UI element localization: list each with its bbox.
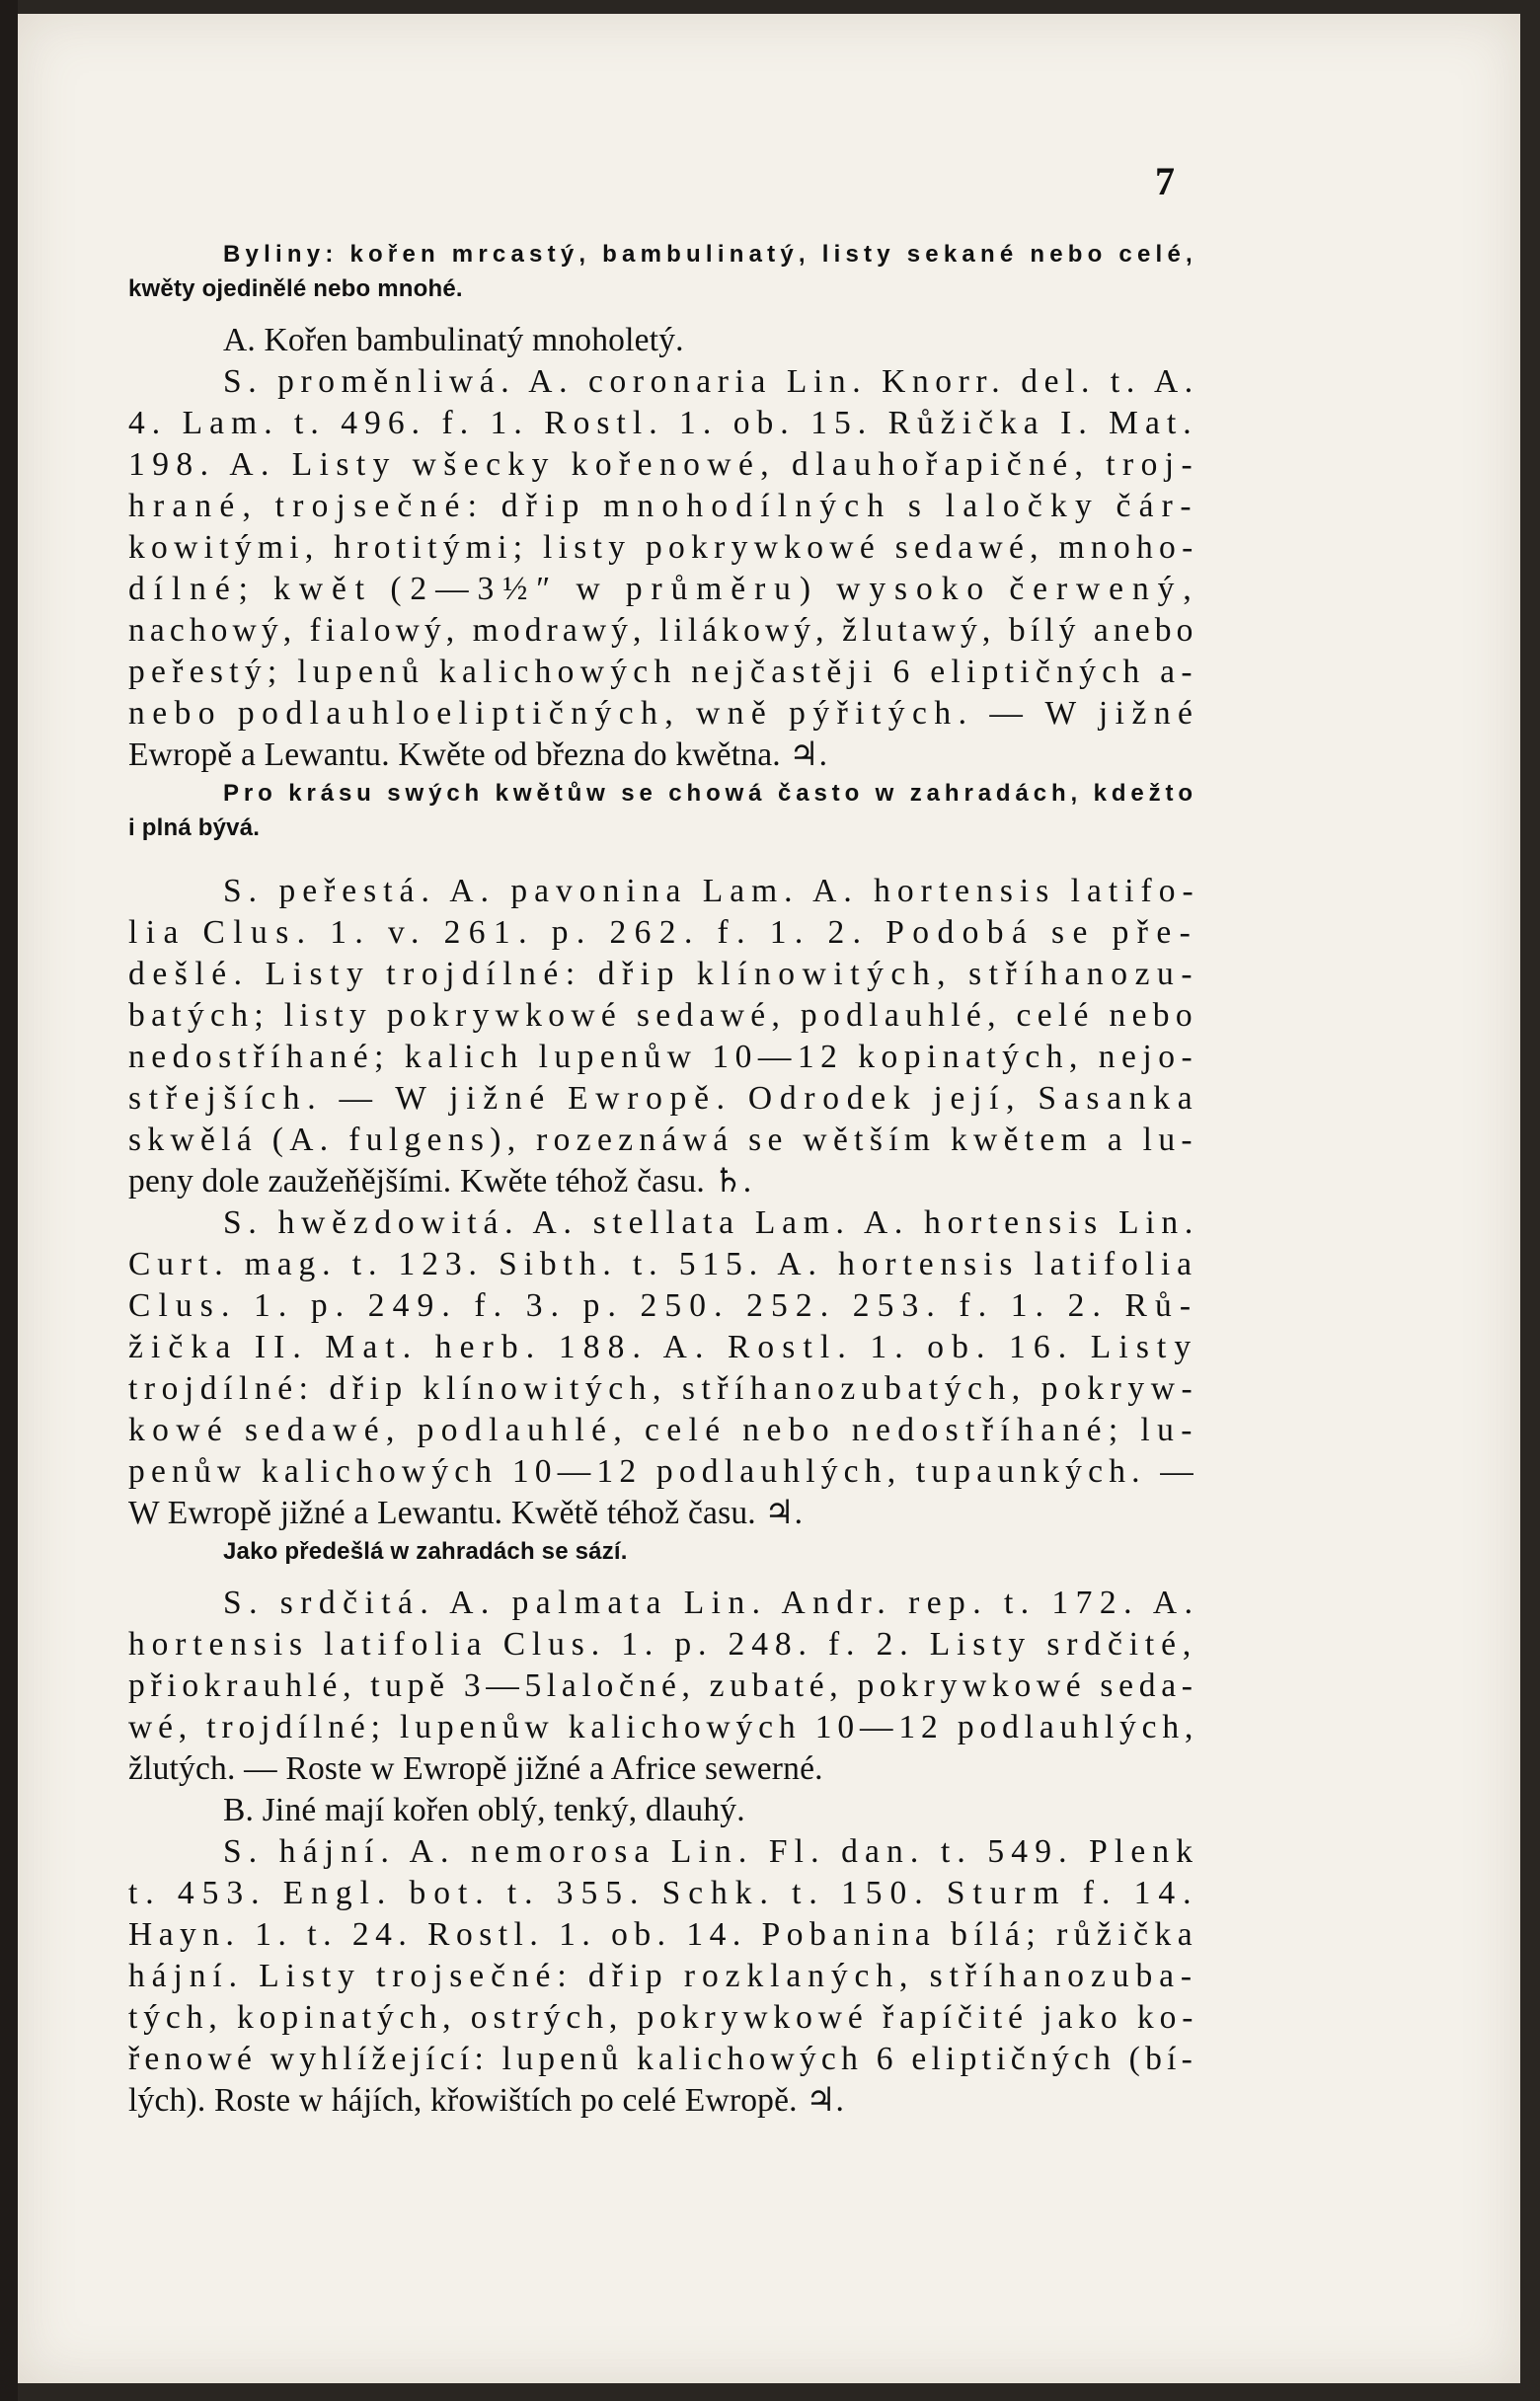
text-line: nebo podlauhloeliptičných, wně pýřitých. — W jižné bbox=[128, 695, 1200, 732]
note-line: Jako předešlá w zahradách se sází. bbox=[223, 1538, 628, 1565]
text-line: W Ewropě jižné a Lewantu. Kwětě téhož času. ♃. bbox=[128, 1495, 804, 1531]
text-line: penůw kalichowých 10—12 podlauhlých, tupaunkých. — bbox=[128, 1453, 1199, 1490]
page-body bbox=[128, 237, 1209, 2122]
text-line: t. 453. Engl. bot. t. 355. Schk. t. 150. Sturm f. 14. bbox=[128, 1875, 1199, 1911]
text-line: Clus. 1. p. 249. f. 3. p. 250. 252. 253. f. 1. 2. Rů- bbox=[128, 1287, 1199, 1324]
text-line: hrané, trojsečné: dřip mnohodílných s laločky čár- bbox=[128, 488, 1199, 524]
text-line: žlutých. — Roste w Ewropě jižné a Africe sewerné. bbox=[128, 1750, 823, 1787]
text-line: B. Jiné mají kořen oblý, tenký, dlauhý. bbox=[223, 1792, 745, 1828]
note-line: i plná bývá. bbox=[128, 814, 261, 841]
text-line: S. hwězdowitá. A. stellata Lam. A. hortensis Lin. bbox=[223, 1204, 1200, 1241]
text-line: žička II. Mat. herb. 188. A. Rostl. 1. ob. 16. Listy bbox=[128, 1329, 1199, 1365]
text-line: lých). Roste w hájích, křowištích po celé Ewropě. ♃. bbox=[128, 2082, 845, 2119]
text-line: Hayn. 1. t. 24. Rostl. 1. ob. 14. Pobanina bílá; růžička bbox=[128, 1916, 1199, 1953]
text-line: lia Clus. 1. v. 261. p. 262. f. 1. 2. Podobá se pře- bbox=[128, 914, 1199, 951]
spacer bbox=[128, 845, 1209, 871]
text-line: wé, trojdílné; lupenůw kalichowých 10—12 podlauhlých, bbox=[128, 1709, 1199, 1745]
text-line: 4. Lam. t. 496. f. 1. Rostl. 1. ob. 15. Růžička I. Mat. bbox=[128, 405, 1198, 441]
text-line: kowitými, hrotitými; listy pokrywkowé sedawé, mnoho- bbox=[128, 529, 1199, 566]
text-line: tých, kopinatých, ostrých, pokrywkowé řapíčité jako ko- bbox=[128, 1999, 1199, 2036]
text-line: peřestý; lupenů kalichowých nejčastěji 6 eliptičných a- bbox=[128, 654, 1198, 690]
text-line: nachowý, fialowý, modrawý, lilákowý, žlutawý, bílý anebo bbox=[128, 612, 1198, 649]
text-line: hájní. Listy trojsečné: dřip rozklaných, stříhanozuba- bbox=[128, 1958, 1199, 1994]
page-number: 7 bbox=[1155, 159, 1175, 203]
text-line: peny dole zaužeňějšími. Kwěte téhož času. ♄. bbox=[128, 1163, 752, 1200]
text-line: řenowé wyhlížející: lupenů kalichowých 6 eliptičných (bí- bbox=[128, 2041, 1198, 2077]
text-line: 198. A. Listy wšecky kořenowé, dlauhořapičné, troj- bbox=[128, 446, 1200, 483]
text-line: kowé sedawé, podlauhlé, celé nebo nedostříhané; lu- bbox=[128, 1412, 1199, 1448]
text-line: nedostříhané; kalich lupenůw 10—12 kopinatých, nejo- bbox=[128, 1039, 1199, 1075]
spacer bbox=[128, 1569, 1209, 1583]
text-line: A. Kořen bambulinatý mnoholetý. bbox=[223, 322, 684, 358]
text-line: S. hájní. A. nemorosa Lin. Fl. dan. t. 549. Plenk bbox=[223, 1833, 1200, 1870]
text-line: Ewropě a Lewantu. Kwěte od března do kwětna. ♃. bbox=[128, 736, 828, 773]
text-line: trojdílné: dřip klínowitých, stříhanozubatých, pokryw- bbox=[128, 1370, 1199, 1407]
note-line: kwěty ojedinělé nebo mnohé. bbox=[128, 275, 463, 302]
text-line: dešlé. Listy trojdílné: dřip klínowitých, stříhanozu- bbox=[128, 956, 1200, 992]
text-line: batých; listy pokrywkowé sedawé, podlauhlé, celé nebo bbox=[128, 997, 1198, 1034]
scan-edge bbox=[0, 0, 18, 2401]
text-line: dílné; kwět (2—3½″ w průměru) wysoko čerwený, bbox=[128, 571, 1200, 607]
note-line: Byliny: kořen mrcastý, bambulinatý, listy sekané nebo celé, bbox=[223, 241, 1197, 268]
text-line: skwělá (A. fulgens), rozeznáwá se wětším kwětem a lu- bbox=[128, 1122, 1198, 1158]
spacer bbox=[128, 306, 1209, 320]
text-line: S. proměnliwá. A. coronaria Lin. Knorr. del. t. A. bbox=[223, 363, 1199, 400]
text-line: hortensis latifolia Clus. 1. p. 248. f. 2. Listy srdčité, bbox=[128, 1626, 1198, 1663]
text-line: Curt. mag. t. 123. Sibth. t. 515. A. hortensis latifolia bbox=[128, 1246, 1198, 1282]
text-line: střejších. — W jižné Ewropě. Odrodek její, Sasanka bbox=[128, 1080, 1200, 1117]
text-line: S. peřestá. A. pavonina Lam. A. hortensis latifo- bbox=[223, 873, 1200, 909]
text-line: S. srdčitá. A. palmata Lin. Andr. rep. t. 172. A. bbox=[223, 1585, 1200, 1621]
note-line: Pro krásu swých kwětůw se chowá často w zahradách, kdežto bbox=[223, 780, 1197, 807]
text-line: přiokrauhlé, tupě 3—5laločné, zubaté, pokrywkowé seda- bbox=[128, 1667, 1198, 1704]
